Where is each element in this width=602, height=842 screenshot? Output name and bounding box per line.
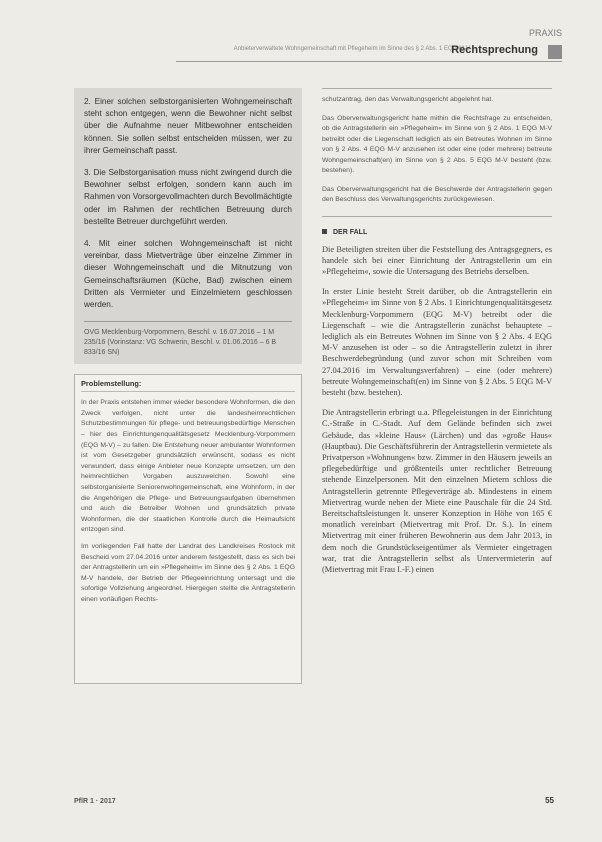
section-heading-label: DER FALL [333,228,368,236]
problem-title: Problemstellung: [81,379,295,392]
square-bullet-icon [322,229,327,234]
intro-paragraph: schutzantrag, den das Verwaltungsgericht abgelehnt hat. [322,96,494,103]
body-paragraph: In erster Linie besteht Streit darüber, ob die Antragstellerin ein »Pflegeheim« im Sinne von § 2 Abs. 1 Einrichtungenqualitätsgesetz Mecklenburg-Vorpommern (EQG M-V) betreibt oder die Liegenschaft – wie die Antragstellerin zunächst behauptete – lediglich als ein Betreutes Wohnen im Sinne von § 2 Abs. 4 EQG M-V anzusehen ist oder – so die Antragstellerin zuletzt in ihrer Beschwerdebegründung (und zuvor schon mit Schreiben vom 27.04.2016 im Verwaltungsverfahren) – eine (oder mehrere) betreute Wohngemeinschaft(en) im Sinne von § 2 Abs. 5 EQG M-V besteht (bzw. bestehen). [322,287,552,397]
page-header [176,44,562,62]
body-paragraph: Die Antragstellerin erbringt u.a. Pflegeleistungen in der Einrichtung C.-Straße in C.-Stadt. Auf dem Gelände befinden sich zwei Gebäude, das »kleine Haus« (Lärchen) und das »große Haus« (Hauptbau). Die Geschäftsführerin der Antragstellerin vermietete als Privatperson »Wohnungen« bzw. Zimmer in den Häusern jeweils an pflegebedürftige und größtenteils unter rechtlicher Betreuung stehende Einzelpersonen. Mit den einzelnen Mietern schloss die Antragstellerin getrennte Pflegeverträge ab. Mindestens in einem Mietvertrag wurde neben der Miete eine Pauschale für die 24 Std. Bereitschaftsleistungen lt. unserer Konzeption in Höhe von 165 € monatlich vereinbart (Mietvertrag mit Prof. Dr. S.). In einem Mietvertrag mit einer früheren Bewohnerin aus dem Jahr 2013, in dem noch die Grundstückseigentümer als Vermieter eingetragen war, trat die Antragstellerin selbst als Untervermieterin auf (Mietvertrag mit Frau I.-F.) einen [322,408,552,574]
problem-continuation-box [322,88,552,217]
section-tag: PRAXIS [528,28,562,38]
intro-paragraph: Das Oberverwaltungsgericht hatte mithin die Rechtsfrage zu entscheiden, ob die Antragstellerin ein »Pflegeheim« im Sinne von § 2 Abs. 1 EQG M-V betreibt oder die Liegenschaft lediglich als ein Betreutes Wohnen im Sinne von § 2 Abs. 4 EQG M-V anzusehen ist oder eine (oder mehrere) betreute Wohngemeinschaft(en) im Sinne von § 2 Abs. 5 EQG M-V besteht (bzw. bestehen). [322,114,552,174]
thesis-3: 3. Die Selbstorganisation muss nicht zwingend durch die Bewohner selbst erfolgen, sondern kann auch im Rahmen von Vorsorgevollmachten durch Bevollmächtigte oder im Rahmen der rechtlichen Betreuung durch bestellte Betreuer durchgeführt werden. [84,168,292,226]
header-rule [176,61,562,62]
right-column [322,88,552,584]
theses-box [74,88,302,364]
thesis-2: 2. Einer solchen selbstorganisierten Wohngemeinschaft steht schon entgegen, wenn die Bewohner nicht selbst über die Aufnahme neuer Mitbewohner entscheiden können. Sie sollen selbst entscheiden müssen, wer zu ihrer Gemeinschaft passt. [84,97,292,155]
section-heading-der-fall [322,229,552,236]
left-column [74,88,302,684]
header-running-text: Anbieterverwaltete Wohngemeinschaft mit Pflegeheim im Sinne des § 2 Abs. 1 EQG M-V [233,46,470,52]
header-title: Rechtsprechung [451,44,538,56]
thesis-4: 4. Mit einer solchen Wohngemeinschaft ist nicht vereinbar, dass Mietverträge über einzelne Zimmer in dieser Wohngemeinschaft und die Mitnutzung von Gemeinschaftsräumen (Küche, Bad) zwischen einem Dritten als Vermieter und Einzelmietern geschlossen werden. [84,239,292,310]
court-citation: OVG Mecklenburg-Vorpommern, Beschl. v. 16.07.2016 – 1 M 235/16 (Vorinstanz: VG Schwerin, Beschl. v. 01.06.2016 – 6 B 833/16 SN) [84,321,292,358]
header-block [548,45,562,59]
page-number: 55 [545,796,554,805]
intro-paragraph: Das Oberverwaltungsgericht hat die Beschwerde der Antragstellerin gegen den Beschluss des Verwaltungsgerichts zurückgewiesen. [322,185,552,203]
problem-box [74,374,302,684]
footer-journal: PflR 1 · 2017 [74,798,116,805]
problem-paragraph: In der Praxis entstehen immer wieder besondere Wohnformen, die den Zweck verfolgen, nicht unter die landesheimrechtlichen Schutzbestimmungen für pflege- und betreuungsbedürftige Menschen – hier des Einrichtungenqualitätsgesetz Mecklenburg-Vorpommern (EQG M-V) – zu fallen. Die Entstehung neuer ambulanter Wohnformen ist vom Gesetzgeber grundsätzlich erwünscht, sodass es nicht verwundert, dass einige Anbieter neue Konzepte umsetzen, um den heimrechtlichen Vorgaben auszuweichen. Sowohl eine selbstorganisierte Seniorenwohngemeinschaft, eine Wohnform, in der die Angehörigen die Pflege- und Betreuungsaufgaben übernehmen und auch die Betreiber Wohnen und grundsätzlich private Wohnformen, die der staatlichen Kontrolle durch die Heimaufsicht entzogen sind. [81,399,295,534]
body-paragraph: Die Beteiligten streiten über die Feststellung des Antragsgegners, es handele sich bei einer Einrichtung der Antragstellerin um ein »Pflegeheim«, sowie die Untersagung des Betriebs derselben. [322,244,552,276]
problem-paragraph: Im vorliegenden Fall hatte der Landrat des Landkreises Rostock mit Bescheid vom 27.04.2016 unter anderem festgestellt, dass es sich bei der Antragstellerin um ein »Pflegeheim« im Sinne des § 2 Abs. 1 EQG M-V handele, der Betrieb der Pflegeeinrichtung untersagt und die sofortige Vollziehung angeordnet. Hiergegen stellte die Antragstellerin einen vorläufigen Rechts- [81,542,295,603]
